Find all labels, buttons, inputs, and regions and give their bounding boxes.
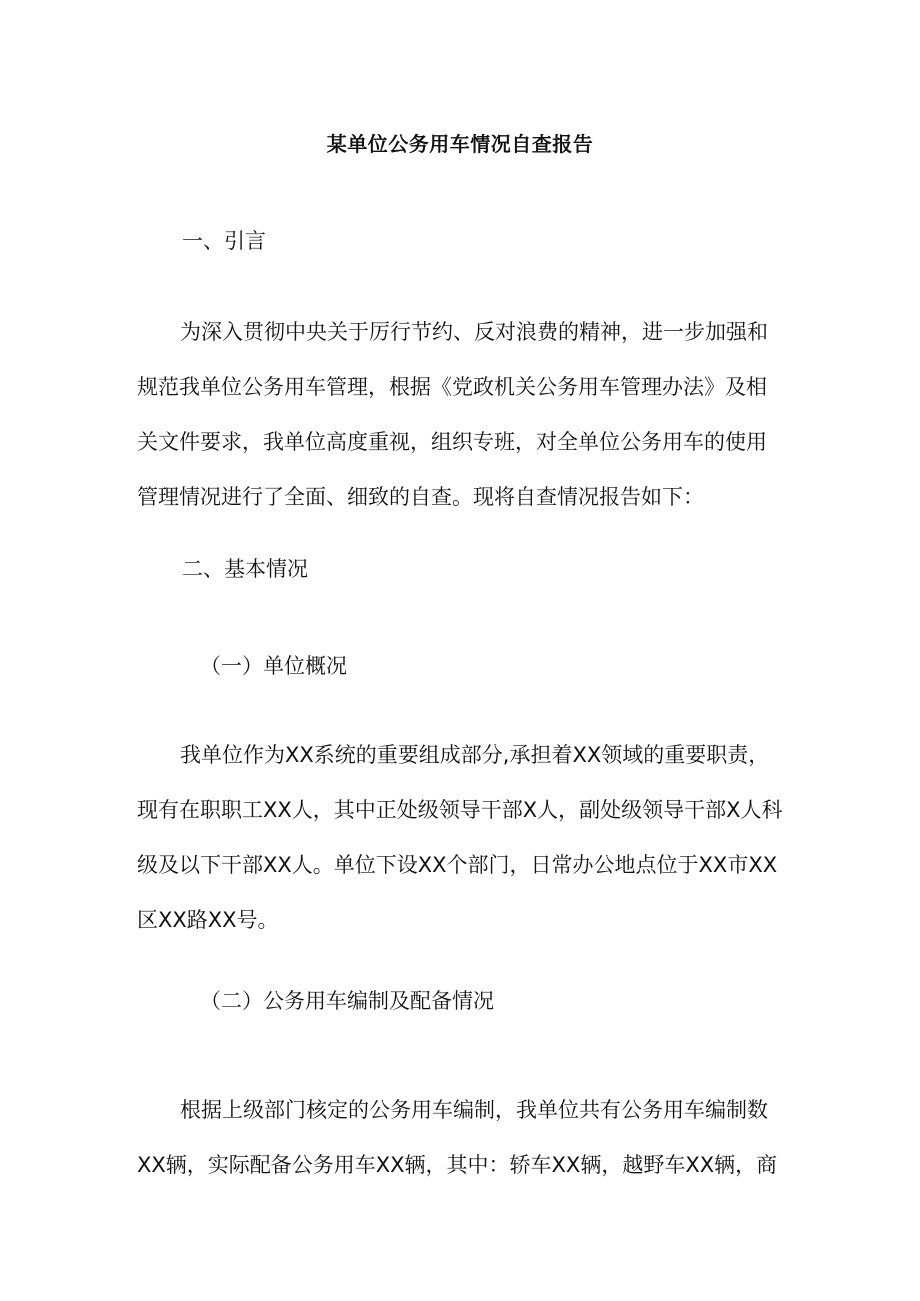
paragraph-line: 为深入贯彻中央关于厉行节约、反对浪费的精神，进一步加强和 — [180, 320, 768, 344]
paragraph-line: 根据上级部门核定的公务用车编制，我单位共有公务用车编制数 — [180, 1098, 768, 1122]
paragraph-unit-overview — [137, 728, 787, 948]
document-title: 某单位公务用车情况自查报告 — [326, 132, 594, 156]
paragraph-line: 现有在职职工XX人，其中正处级领导干部X人，副处级领导干部X人科 — [137, 798, 783, 822]
paragraph-line: 管理情况进行了全面、细致的自查。现将自查情况报告如下： — [137, 485, 704, 509]
subheading-vehicle-allocation: （二）公务用车编制及配备情况 — [200, 989, 494, 1013]
paragraph-line: 关文件要求，我单位高度重视，组织专班，对全单位公务用车的使用 — [137, 430, 767, 454]
section-heading-introduction: 一、引言 — [182, 229, 266, 253]
paragraph-line: 我单位作为XX系统的重要组成部分,承担着XX领域的重要职责， — [180, 743, 770, 767]
paragraph-line: 区XX路XX号。 — [137, 908, 279, 932]
section-heading-basic-info: 二、基本情况 — [182, 557, 308, 581]
paragraph-introduction — [137, 305, 787, 525]
subheading-unit-overview: （一）单位概况 — [200, 654, 347, 678]
paragraph-line: XX辆，实际配备公务用车XX辆，其中：轿车XX辆，越野车XX辆，商 — [137, 1153, 778, 1177]
paragraph-line: 级及以下干部XX人。单位下设XX个部门，日常办公地点位于XX市XX — [137, 853, 778, 877]
paragraph-line: 规范我单位公务用车管理，根据《党政机关公务用车管理办法》及相 — [137, 375, 767, 399]
paragraph-vehicle-allocation — [137, 1083, 787, 1193]
